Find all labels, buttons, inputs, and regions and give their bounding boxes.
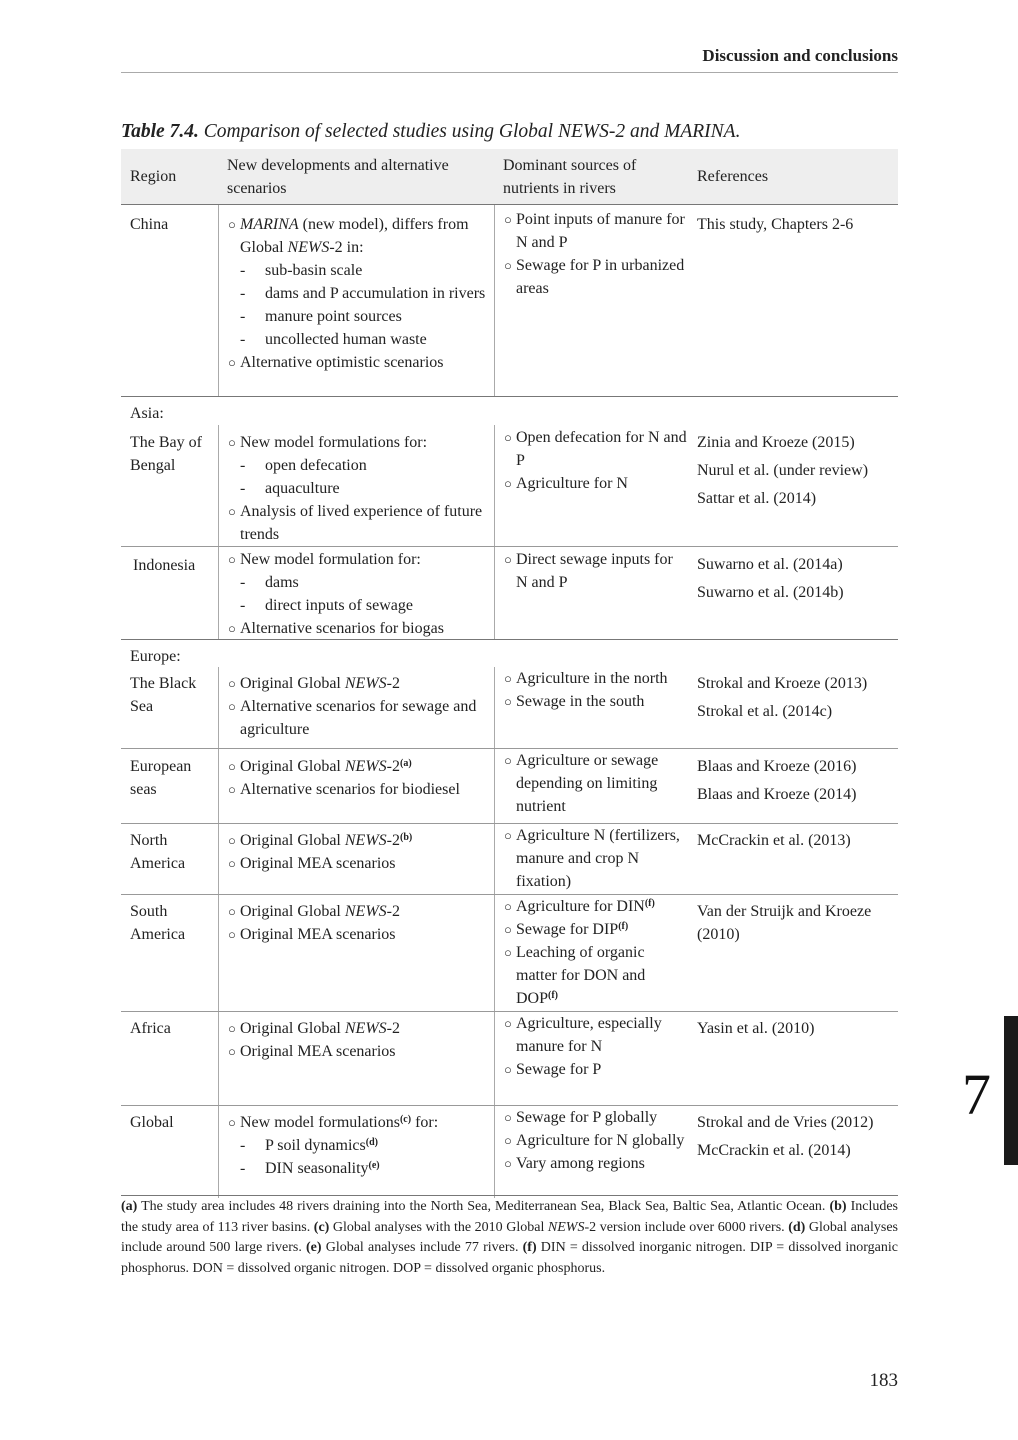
bullet-item: ○ New model formulation for: — [228, 551, 421, 568]
header-developments: New developments and alternative scenarios — [227, 156, 449, 197]
bullet-item: ○ Agriculture for N globally — [504, 1132, 685, 1149]
group-europe — [121, 640, 898, 667]
bullet-item: ○ Alternative scenarios for sewage and agriculture — [228, 698, 477, 738]
bullet-item: ○ Original MEA scenarios — [228, 926, 396, 943]
page-number: 183 — [869, 1370, 898, 1391]
references-cell — [688, 749, 898, 823]
reference: Blaas and Kroeze (2016) — [697, 758, 857, 775]
row-africa — [121, 1012, 898, 1106]
sources-cell — [494, 205, 688, 396]
reference: Strokal and Kroeze (2013) — [697, 675, 868, 692]
chapter-thumb-tab — [1004, 1016, 1018, 1165]
bullet-item: ○ Alternative scenarios for biodiesel — [228, 781, 460, 798]
bullet-item: ○ New model formulations$^{(c)}$ for: — [228, 1114, 439, 1131]
references-cell — [688, 1012, 898, 1105]
sub-item: - DIN seasonality$^{(e)}$ — [240, 1160, 380, 1177]
bullet-item: ○ New model formulations for: — [228, 434, 428, 451]
bullet-item: ○ Sewage for P globally — [504, 1109, 658, 1126]
bullet-item: ○ Analysis of lived experience of future trends — [228, 503, 483, 543]
bullet-item: ○ Alternative scenarios for biogas — [228, 620, 444, 637]
region-cell: China — [130, 216, 169, 233]
group-asia — [121, 397, 898, 425]
table-caption — [121, 121, 901, 143]
region-cell: North America — [130, 832, 186, 872]
bullet-item: ○ Original MEA scenarios — [228, 855, 396, 872]
references-cell — [688, 667, 898, 748]
sources-cell — [494, 425, 688, 546]
bullet-item: ○ Sewage for P in urbanized areas — [504, 257, 685, 297]
bullet-item: ○ Original Global NEWS-2 — [228, 675, 400, 692]
group-label: Asia: — [130, 405, 164, 422]
sources-cell — [494, 749, 688, 823]
references-cell — [688, 1106, 898, 1198]
region-cell: European seas — [130, 758, 192, 798]
region-cell: South America — [130, 903, 186, 943]
bullet-item: ○ Agriculture in the north — [504, 670, 668, 687]
header-references: References — [697, 168, 769, 185]
reference: Yasin et al. (2010) — [697, 1020, 815, 1037]
bullet-item: ○ Agriculture for N — [504, 475, 628, 492]
reference: This study, Chapters 2-6 — [697, 216, 854, 233]
bullet-item: ○ Original MEA scenarios — [228, 1043, 396, 1060]
region-cell: The Bay of Bengal — [130, 434, 202, 474]
row-south-america — [121, 895, 898, 1012]
sources-cell — [494, 1106, 688, 1198]
reference: Strokal and de Vries (2012) — [697, 1114, 874, 1131]
reference: Suwarno et al. (2014b) — [697, 584, 844, 601]
region-cell: Africa — [130, 1020, 171, 1037]
sources-cell — [494, 895, 688, 1011]
table-header-row — [121, 149, 898, 205]
bullet-item: ○ Agriculture or sewage depending on limiting nutrient — [504, 752, 659, 815]
developments-cell — [218, 205, 494, 396]
sources-cell — [494, 667, 688, 748]
bullet-item: ○ Original Global NEWS-2 — [228, 903, 400, 920]
bullet-item: ○ Original Global NEWS-2$^{(a)}$ — [228, 758, 412, 775]
row-black-sea — [121, 667, 898, 749]
sub-item: - dams — [240, 574, 299, 591]
header-region: Region — [130, 168, 177, 185]
references-cell — [688, 205, 898, 396]
sub-item: - uncollected human waste — [240, 331, 427, 348]
region-cell: The Black Sea — [130, 675, 197, 715]
developments-cell — [218, 1012, 494, 1105]
sources-cell — [494, 547, 688, 639]
row-north-america — [121, 824, 898, 895]
developments-cell — [218, 1106, 494, 1198]
developments-cell — [218, 749, 494, 823]
reference: Zinia and Kroeze (2015) — [697, 434, 855, 451]
reference: Sattar et al. (2014) — [697, 490, 817, 507]
developments-cell — [218, 667, 494, 748]
chapter-number: 7 — [962, 1062, 991, 1127]
group-label: Europe: — [130, 648, 181, 665]
row-bengal — [121, 425, 898, 547]
comparison-table — [121, 149, 898, 1198]
developments-cell — [218, 895, 494, 1011]
bullet-item: ○ Point inputs of manure for N and P — [504, 211, 685, 251]
reference: Strokal et al. (2014c) — [697, 703, 833, 720]
region-cell: Global — [130, 1114, 174, 1131]
bullet-item: ○ Alternative optimistic scenarios — [228, 354, 444, 371]
bullet-item: ○ Leaching of organic matter for DON and DOP$^{(f)}$ — [504, 944, 646, 1007]
bullet-circle: ○ — [228, 217, 236, 232]
bullet-item: ○ Direct sewage inputs for N and P — [504, 551, 673, 591]
sub-item: - manure point sources — [240, 308, 402, 325]
region-cell: Indonesia — [133, 557, 196, 574]
developments-cell — [218, 425, 494, 546]
running-head: Discussion and conclusions — [702, 46, 898, 65]
bullet-item: ○ Open defecation for N and P — [504, 429, 687, 469]
sub-item: - P soil dynamics$^{(d)}$ — [240, 1137, 378, 1154]
table-label: Table 7.4. — [121, 121, 199, 142]
bullet-item: ○ Agriculture, especially manure for N — [504, 1015, 662, 1055]
row-global — [121, 1106, 898, 1198]
bullet-item: ○ Sewage in the south — [504, 693, 645, 710]
reference: Suwarno et al. (2014a) — [697, 556, 843, 573]
row-indonesia — [121, 547, 898, 640]
bullet-item: ○ Sewage for P — [504, 1061, 602, 1078]
bullet-item: ○ Agriculture N (fertilizers, manure and crop N fixation) — [504, 827, 680, 890]
developments-cell — [218, 547, 494, 639]
reference: McCrackin et al. (2014) — [697, 1142, 851, 1159]
sources-cell — [494, 824, 688, 894]
references-cell — [688, 547, 898, 639]
bullet-item: ○ Agriculture for DIN$^{(f)}$ — [504, 898, 655, 915]
bullet-item: ○ MARINA (new model), differs from Global NEWS-2 in: — [228, 213, 494, 259]
row-european-seas — [121, 749, 898, 824]
bullet-item: ○ Original Global NEWS-2$^{(b)}$ — [228, 832, 413, 849]
reference: Nurul et al. (under review) — [697, 462, 869, 479]
sub-item: - open defecation — [240, 457, 367, 474]
sources-cell — [494, 1012, 688, 1105]
bullet-item: ○ Sewage for DIP$^{(f)}$ — [504, 921, 629, 938]
references-cell — [688, 895, 898, 1011]
reference: Van der Struijk and Kroeze (2010) — [697, 903, 872, 943]
reference: Blaas and Kroeze (2014) — [697, 786, 857, 803]
sub-item: - aquaculture — [240, 480, 340, 497]
table-footnotes: (a) The study area includes 48 rivers draining into the North Sea, Mediterranean Sea, Black Sea, Baltic Sea, Atlantic Ocean. (b) Includes the study area of 113 river basins. (c) Global analyses with the 2010 Global NEWS-2 version include over 6000 rivers. (d) Global analyses include around 500 large rivers. (e) Global analyses include 77 rivers. (f) DIN = dissolved inorganic nitrogen. DIP = dissolved inorganic phosphorus. DON = dissolved organic nitrogen. DOP = dissolved organic phosphorus. — [121, 1195, 898, 1280]
reference: McCrackin et al. (2013) — [697, 832, 851, 849]
bullet-item: ○ Original Global NEWS-2 — [228, 1020, 400, 1037]
bullet-item: ○ Vary among regions — [504, 1155, 645, 1172]
sub-item: - direct inputs of sewage — [240, 597, 413, 614]
references-cell — [688, 425, 898, 546]
references-cell — [688, 824, 898, 894]
table-title: Comparison of selected studies using Global NEWS-2 and MARINA. — [203, 121, 741, 142]
sub-item: - sub-basin scale — [240, 262, 363, 279]
header-rule — [121, 72, 898, 73]
developments-cell — [218, 824, 494, 894]
header-sources: Dominant sources of nutrients in rivers — [503, 156, 637, 197]
sub-item: - dams and P accumulation in rivers — [240, 285, 486, 302]
row-china — [121, 205, 898, 397]
